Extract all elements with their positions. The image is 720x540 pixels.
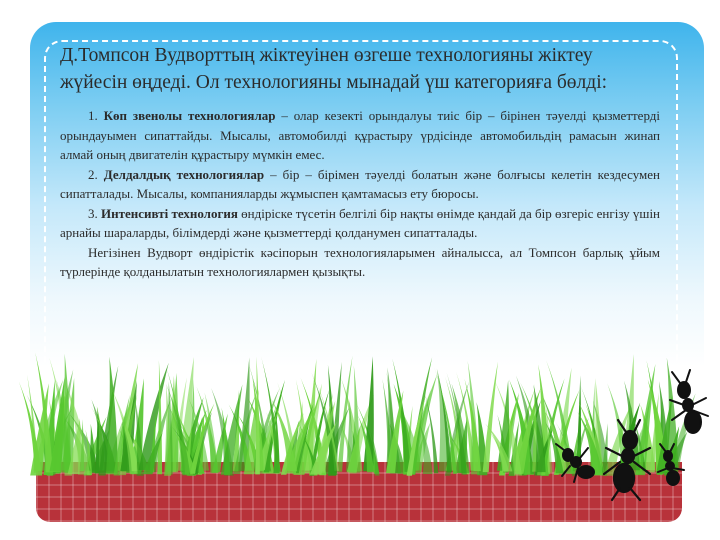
item-number: 1. bbox=[88, 108, 98, 123]
closing-paragraph: Негізінен Вудворт өндірістік кәсіпорын технологияларымен айналысса, ал Томпсон барлық ұйым түрлерінде қолданылатын технологиялармен қызықты. bbox=[60, 244, 660, 279]
ant-icon bbox=[670, 370, 708, 433]
item-term: Интенсивті технология bbox=[101, 205, 238, 221]
item-number: 2. bbox=[88, 166, 98, 182]
item-text: – олар кезекті орындалуы тиіс бір – бірінен тәуелді қызметтерді орындауымен сипаттайды. Мысалы, автомобилді құрастыру үрдісінде автомобильдің рамасын жинап алмай оның двигателін құрастыру мүмкін емес. bbox=[60, 108, 661, 162]
item-term: Көп звенолы технологиялар bbox=[103, 108, 276, 123]
slide-heading: Д.Томпсон Вудворттың жіктеуінен өзгеше технологияны жіктеу жүйесін өңдеді. Ол технологияны мынадай үш категорияға бөлді: bbox=[60, 45, 608, 93]
item-text: өндіріске түсетін белгілі бір нақты өнімде қандай да бір өзгеріс енгізу үшін арнайы шараларды, білімдерді және қызметтерді қолданумен сипатталады. bbox=[60, 205, 661, 240]
item-text: – бір – бірімен тәуелді болатын және болғысы келетін кездесумен сипатталады. Мысалы, компанияларды жұмыспен қамтамасыз ету бюросы. bbox=[60, 166, 660, 201]
item-number: 3. bbox=[88, 205, 98, 221]
ant-icon bbox=[556, 444, 594, 482]
item-term: Делдалдық технологиялар bbox=[103, 166, 265, 182]
ant-icon bbox=[658, 444, 684, 485]
ant-icon bbox=[604, 420, 650, 500]
